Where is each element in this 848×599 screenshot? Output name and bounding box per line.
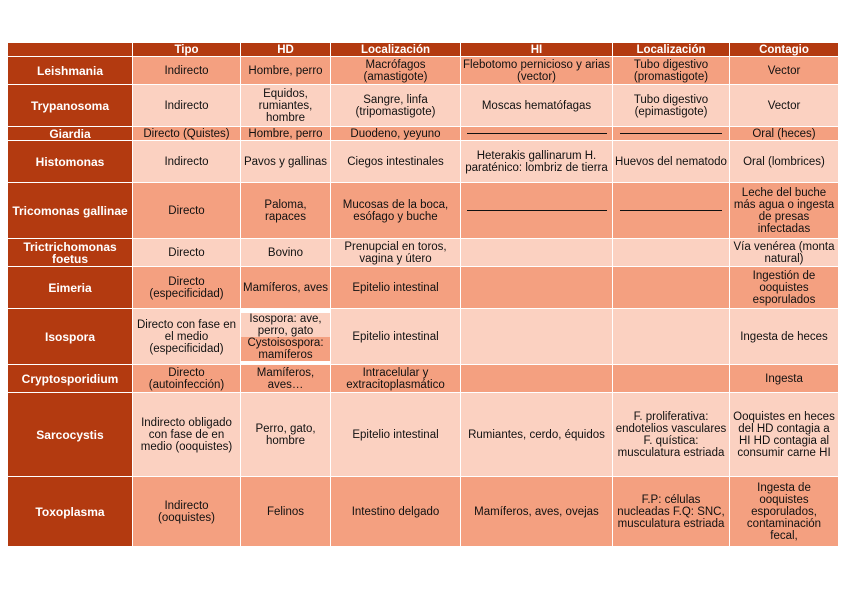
cell-contagio: Ingesta [730, 365, 839, 393]
row-name: Trypanosoma [8, 85, 133, 127]
cell-localizacion-hd: Macrófagos (amastigote) [331, 57, 461, 85]
cell-localizacion-hi: Huevos del nematodo [613, 141, 730, 183]
header-hd: HD [241, 43, 331, 57]
row-name: Cryptosporidium [8, 365, 133, 393]
cell-tipo: Directo con fase en el medio (especificidad) [133, 309, 241, 365]
table-row [8, 309, 839, 365]
cell-localizacion-hi [613, 267, 730, 309]
cell-hd-cystoisospora: Cystoisospora: mamíferos [241, 337, 330, 361]
table-row [8, 85, 839, 127]
table-row [8, 239, 839, 267]
row-name: Trictrichomonas foetus [8, 239, 133, 267]
cell-hi [461, 267, 613, 309]
cell-tipo: Directo [133, 239, 241, 267]
cell-contagio: Ooquistes en heces del HD contagia a HI HD contagia al consumir carne HI [730, 393, 839, 477]
header-row [8, 43, 839, 57]
table-row [8, 477, 839, 547]
row-name: Leishmania [8, 57, 133, 85]
table-row [8, 393, 839, 477]
cell-hd: Pavos y gallinas [241, 141, 331, 183]
cell-tipo: Directo (Quistes) [133, 127, 241, 141]
cell-hd: Perro, gato, hombre [241, 393, 331, 477]
cell-hi [461, 183, 613, 239]
cell-hi: Moscas hematófagas [461, 85, 613, 127]
row-name: Sarcocystis [8, 393, 133, 477]
cell-hi: Rumiantes, cerdo, équidos [461, 393, 613, 477]
cell-hi [461, 239, 613, 267]
cell-tipo: Indirecto (ooquistes) [133, 477, 241, 547]
parasite-table [7, 42, 839, 547]
cell-hd: Paloma, rapaces [241, 183, 331, 239]
cell-tipo: Indirecto [133, 57, 241, 85]
blank-line [467, 210, 607, 211]
blank-line [620, 210, 722, 211]
header-localizacion-hd: Localización [331, 43, 461, 57]
row-name: Isospora [8, 309, 133, 365]
cell-contagio: Ingesta de ooquistes esporulados, contaminación fecal, [730, 477, 839, 547]
cell-localizacion-hd: Prenupcial en toros, vagina y útero [331, 239, 461, 267]
table-row [8, 365, 839, 393]
cell-tipo: Directo [133, 183, 241, 239]
cell-contagio: Oral (lombrices) [730, 141, 839, 183]
table-row [8, 183, 839, 239]
header-hi: HI [461, 43, 613, 57]
cell-contagio: Vector [730, 85, 839, 127]
cell-hi [461, 127, 613, 141]
cell-localizacion-hd: Mucosas de la boca, esófago y buche [331, 183, 461, 239]
row-name: Histomonas [8, 141, 133, 183]
cell-localizacion-hi: Tubo digestivo (epimastigote) [613, 85, 730, 127]
cell-localizacion-hi [613, 239, 730, 267]
row-name: Eimeria [8, 267, 133, 309]
cell-localizacion-hd: Sangre, linfa (tripomastigote) [331, 85, 461, 127]
header-tipo: Tipo [133, 43, 241, 57]
cell-hi: Flebotomo pernicioso y arias (vector) [461, 57, 613, 85]
cell-localizacion-hi: F.P: células nucleadas F.Q: SNC, musculatura estriada [613, 477, 730, 547]
cell-tipo: Directo (especificidad) [133, 267, 241, 309]
cell-hd: Felinos [241, 477, 331, 547]
cell-localizacion-hd: Epitelio intestinal [331, 309, 461, 365]
cell-localizacion-hi [613, 309, 730, 365]
header-contagio: Contagio [730, 43, 839, 57]
cell-hd: Mamíferos, aves… [241, 365, 331, 393]
cell-hd: Hombre, perro [241, 127, 331, 141]
cell-tipo: Directo (autoinfección) [133, 365, 241, 393]
row-name: Toxoplasma [8, 477, 133, 547]
cell-tipo: Indirecto obligado con fase de en medio (ooquistes) [133, 393, 241, 477]
cell-hi: Mamíferos, aves, ovejas [461, 477, 613, 547]
cell-localizacion-hi: F. proliferativa: endotelios vasculares F. quística: musculatura estriada [613, 393, 730, 477]
cell-hi [461, 365, 613, 393]
cell-localizacion-hd: Intestino delgado [331, 477, 461, 547]
cell-localizacion-hd: Intracelular y extracitoplasmático [331, 365, 461, 393]
cell-hd-isospora: Isospora: ave, perro, gato [241, 313, 330, 337]
cell-contagio: Ingestión de ooquistes esporulados [730, 267, 839, 309]
cell-localizacion-hi [613, 365, 730, 393]
cell-localizacion-hd: Epitelio intestinal [331, 393, 461, 477]
cell-localizacion-hi: Tubo digestivo (promastigote) [613, 57, 730, 85]
header-corner [8, 43, 133, 57]
parasite-table-sheet [7, 42, 839, 547]
blank-line [620, 133, 722, 134]
table-row [8, 141, 839, 183]
cell-contagio: Vector [730, 57, 839, 85]
table-row [8, 57, 839, 85]
table-row [8, 267, 839, 309]
cell-contagio: Leche del buche más agua o ingesta de presas infectadas [730, 183, 839, 239]
cell-hd: Mamíferos, aves [241, 267, 331, 309]
table-row [8, 127, 839, 141]
cell-localizacion-hi [613, 127, 730, 141]
blank-line [467, 133, 607, 134]
cell-localizacion-hi [613, 183, 730, 239]
cell-contagio: Ingesta de heces [730, 309, 839, 365]
row-name: Tricomonas gallinae [8, 183, 133, 239]
cell-tipo: Indirecto [133, 141, 241, 183]
cell-contagio: Vía venérea (monta natural) [730, 239, 839, 267]
cell-localizacion-hd: Ciegos intestinales [331, 141, 461, 183]
cell-hd: Equidos, rumiantes, hombre [241, 85, 331, 127]
cell-hd: Bovino [241, 239, 331, 267]
cell-hd [241, 309, 331, 365]
cell-localizacion-hd: Duodeno, yeyuno [331, 127, 461, 141]
cell-contagio: Oral (heces) [730, 127, 839, 141]
cell-hi [461, 309, 613, 365]
header-localizacion-hi: Localización [613, 43, 730, 57]
cell-hi: Heterakis gallinarum H. paraténico: lombriz de tierra [461, 141, 613, 183]
cell-localizacion-hd: Epitelio intestinal [331, 267, 461, 309]
row-name: Giardia [8, 127, 133, 141]
cell-tipo: Indirecto [133, 85, 241, 127]
cell-hd: Hombre, perro [241, 57, 331, 85]
